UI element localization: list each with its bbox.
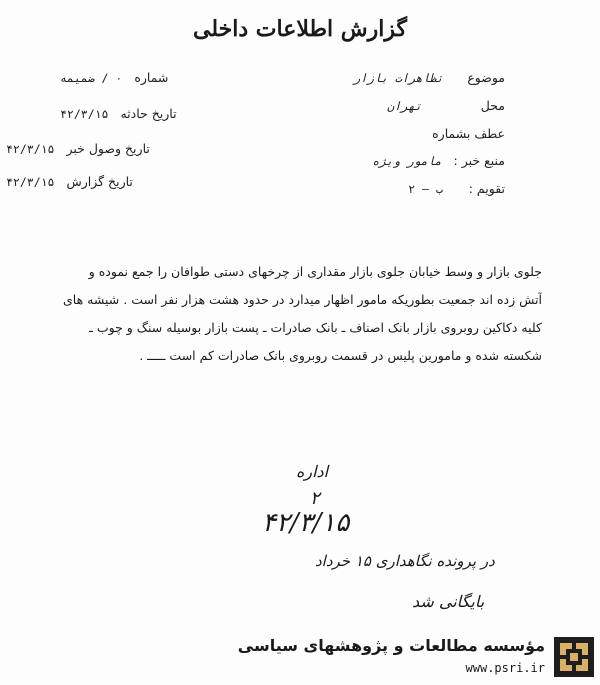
place-label: محل <box>480 98 505 113</box>
handwritten-archived-note: بایگانی شد <box>412 592 485 611</box>
rating-field <box>408 181 505 196</box>
number-value: ۰ / ضمیمه <box>60 71 123 85</box>
subject-label: موضوع <box>467 70 505 85</box>
source-value: مامور ویژه <box>372 154 442 168</box>
handwritten-filing-note: در پرونده نگاهداری ۱۵ خرداد <box>315 552 495 570</box>
subject-field <box>353 70 505 85</box>
handwritten-note-number: ۲ <box>310 488 320 509</box>
ref-label: عطف بشماره <box>432 126 505 141</box>
rating-value: ب – ۲ <box>408 182 443 196</box>
receipt-date-label: تاریخ وصول خبر <box>66 141 150 156</box>
receipt-date-field <box>6 141 150 156</box>
body-line: آتش زده اند جمعیت بطوریکه مامور اظهار میدارد در حدود هشت هزار نفر است . شیشه های <box>63 292 542 307</box>
logo-icon <box>554 637 594 677</box>
report-body <box>42 258 542 370</box>
incident-date-field <box>60 106 177 121</box>
number-field <box>60 70 168 85</box>
place-field <box>387 98 505 113</box>
report-date-field <box>6 174 133 189</box>
report-date-value: ۴۲/۳/۱۵ <box>6 175 55 189</box>
institute-url: www.psri.ir <box>465 661 545 675</box>
place-value: تهران <box>387 99 422 113</box>
body-line: شکسته شده و مامورین پلیس در قسمت روبروی بانک صادرات کم است ـــــ . <box>139 348 542 363</box>
source-label: منبع خبر : <box>453 153 505 168</box>
subject-value: تظاهرات بازار <box>353 71 444 85</box>
handwritten-date: ۴۲/۳/۱۵ <box>262 508 350 538</box>
ref-field <box>432 126 505 141</box>
body-line: کلیه دکاکین روبروی بازار بانک اصناف ـ بانک صادرات ـ پست بازار بوسیله سنگ و چوب ـ <box>89 320 542 335</box>
number-label: شماره <box>134 70 169 85</box>
source-field <box>372 153 505 168</box>
institute-logo <box>554 637 594 677</box>
incident-date-value: ۴۲/۳/۱۵ <box>60 107 109 121</box>
incident-date-label: تاریخ حادثه <box>120 106 177 121</box>
body-line: جلوی بازار و وسط خیابان جلوی بازار مقداری از چرخهای دستی طوافان را جمع نموده و <box>88 264 542 279</box>
document-title: گزارش اطلاعات داخلی <box>193 16 407 42</box>
receipt-date-value: ۴۲/۳/۱۵ <box>6 142 55 156</box>
institute-name: مؤسسه مطالعات و پژوهشهای سیاسی <box>237 636 545 655</box>
handwritten-note-office: اداره <box>296 462 329 481</box>
report-date-label: تاریخ گزارش <box>66 174 133 189</box>
rating-label: تقویم : <box>468 181 505 196</box>
